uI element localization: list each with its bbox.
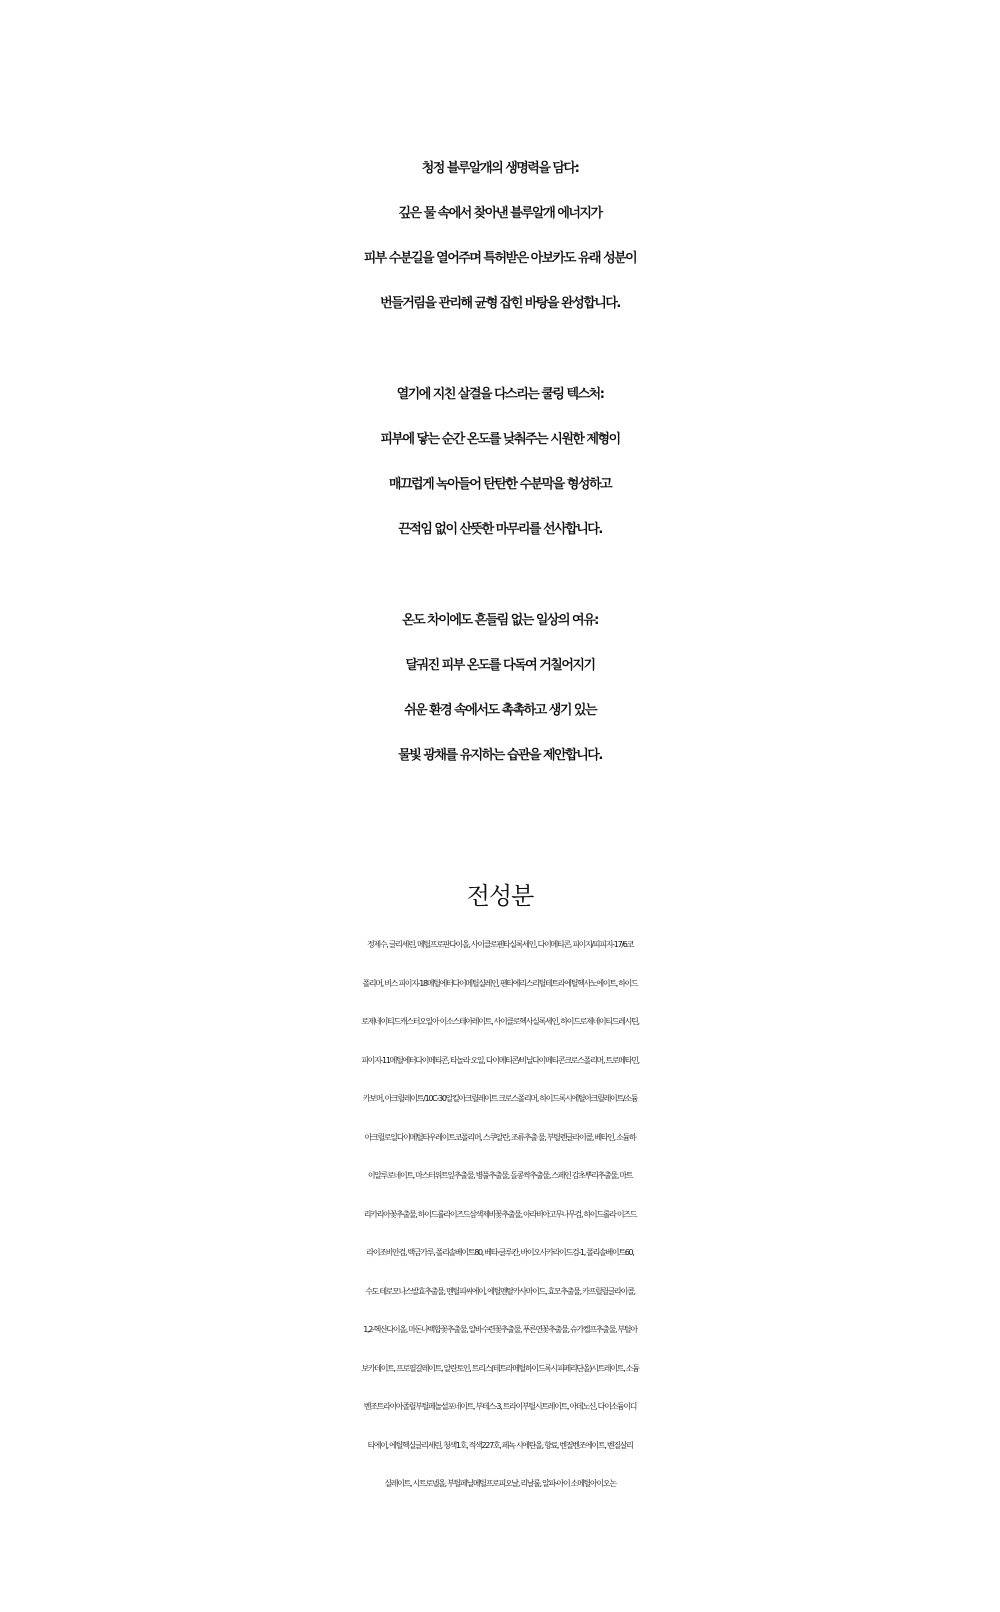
ingredients-line: 아크릴로일다이메틸타우레이트코폴리머, 스쿠알란, 조류추출 물, 부틸렌글라이콜, 베타인, 소듐하 [364, 1132, 636, 1142]
intro-paragraph-3 [0, 598, 1000, 778]
intro-text-line: 물빛 광채를 유지하는 습관을 제안합니다. [398, 748, 602, 763]
ingredients-line: 수도 테로모나스발효추출물, 멘틸피씨에이, 에틸멘탈카사마이드, 효모추출물, 카프릴릴글라이콜, [365, 1286, 635, 1296]
ingredients-line: 실레이트, 시트로넬올, 부틸페닐메틸프로피오날, 리날룰, 알파-아이 소메틸아이오논 [384, 1479, 616, 1488]
ingredients-line: 이알루로네이트, 마스터위트잎추출물, 병풀추출물, 돌콩싹추출물, 스페인 감초뿌리추출물, 마트 [367, 1171, 633, 1180]
intro-text-line: 쉬운 환경 속에서도 촉촉하고 생기 있는 [403, 703, 597, 718]
ingredients-line: 로제네이티드캐스터오일아 이소스테아레이트, 사이클로헥사실록세인, 하이드로제네이티드레시틴, [361, 1017, 639, 1026]
intro-paragraph-1 [0, 146, 1000, 326]
intro-text-line: 매끄럽게 녹아들어 탄탄한 수분막을 형성하고 [388, 477, 612, 492]
intro-text-line: 피부에 닿는 순간 온도를 낮춰주는 시원한 제형이 [380, 432, 620, 447]
intro-text-line: 번들거림을 관리해 균형 잡힌 바탕을 완성합니다. [380, 296, 620, 311]
ingredients-line: 카보머, 아크릴레이트/10C-30알킬아크릴레이트 크로스폴리머, 하이드록시에틸아크릴레이트/소듐 [362, 1094, 638, 1103]
intro-heading-1: 청정 블루알개의 생명력을 담다: [421, 161, 579, 176]
ingredients-line: 라이조비안검, 백금가루, 폴리솔베이트80, 베타-글루칸, 바이오사카라이드검-1, 폴리솔베이트60, [366, 1248, 634, 1257]
ingredients-heading: 전성분 [466, 882, 534, 910]
ingredients-line: 1,2-헥산다이올, 마돈나백합꽃추출물, 알바수련꽃추출물, 푸른연꽃추출물, 슈가켈프추출물, 부틸아 [363, 1325, 637, 1334]
ingredients-section [0, 880, 1000, 1504]
intro-heading-2: 열기에 지친 살결을 다스리는 쿨링 텍스처: [396, 387, 604, 402]
intro-text-line: 달궈진 피부 온도를 다독여 거칠어지기 [405, 658, 595, 673]
intro-section [0, 146, 1000, 824]
intro-heading-3: 온도 차이에도 흔들림 없는 일상의 여유: [402, 613, 598, 628]
intro-text-line: 피부 수분길을 열어주며 특허받은 아보카도 유래 성분이 [363, 251, 637, 266]
ingredients-line: 보카데이트, 프로필갈레이트, 알란토인, 트리스(테트라메틸하이드록시피페리단올)시트레이트, 소듐 [361, 1363, 639, 1373]
ingredients-line: 피이지-11메틸에터다이메티콘, 타놀라 오일, 다이메티콘/비닐다이메티콘크로스폴리머, 트로메타민, [361, 1055, 639, 1065]
ingredients-line: 폴리머, 비스 피이지-18메틸에터다이메틸실레인, 펜타에리스리틸테트라에틸헥사노에이트, 하이드 [362, 978, 638, 988]
ingredients-line: 정제수, 글리세린, 메틸프로판다이올, 사이클로펜타실록세인, 다이메티콘, 피이지/피피지-17/6코 [366, 940, 633, 949]
ingredients-line: 벤조트라이아졸릴부틸페놀설포네이트, 부테스-3, 트라이부틸시트레이트, 아데노신, 다이소듐이디 [363, 1402, 637, 1411]
intro-text-line: 깊은 물 속에서 찾아낸 블루알개 에너지가 [398, 206, 602, 221]
ingredients-line: 리카리아꽃추출물, 하이드롤라이즈드삼색제비꽃추출물, 아라비아고무나무검, 하이드롤라 이즈드 [363, 1209, 637, 1219]
intro-text-line: 끈적임 없이 산뜻한 마무리를 선사합니다. [398, 522, 602, 537]
intro-paragraph-2 [0, 372, 1000, 552]
ingredients-line: 티에이, 에틸헥실글리세린, 청색1호, 적색227호, 페녹 시에탄올, 향료, 벤질벤조에이트, 벤질살리 [367, 1440, 633, 1450]
